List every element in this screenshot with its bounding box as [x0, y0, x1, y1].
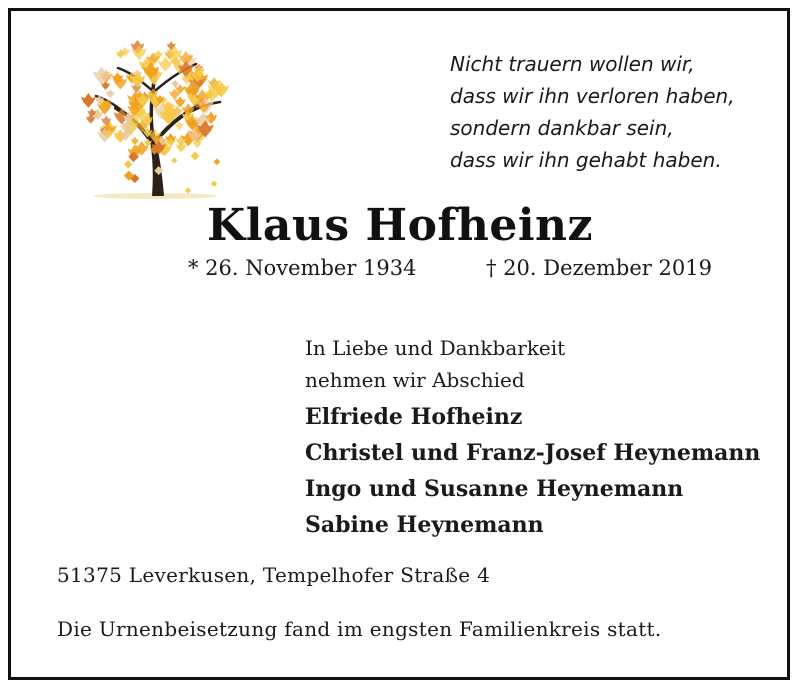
- leaf-shape: [171, 80, 179, 88]
- mourner-name: Sabine Heynemann: [305, 512, 544, 538]
- mourner-name: Ingo und Susanne Heynemann: [305, 476, 684, 502]
- farewell-text: [305, 332, 565, 396]
- farewell-line: nehmen wir Abschied: [305, 368, 525, 392]
- falling-leaf-shape: [171, 157, 177, 163]
- falling-leaf-shape: [211, 180, 218, 187]
- leaf-shape: [166, 46, 182, 62]
- falling-leaf-shape: [185, 187, 191, 193]
- deceased-name: Klaus Hofheinz: [206, 200, 594, 251]
- leaf-shape: [131, 137, 140, 146]
- mourner-name: Elfriede Hofheinz: [305, 404, 523, 430]
- falling-leaf-shape: [124, 160, 132, 168]
- poem: [450, 48, 735, 176]
- falling-leaf-shape: [191, 152, 200, 161]
- mourners-list: [305, 399, 760, 543]
- leaf-shape: [93, 67, 111, 85]
- poem-line: dass wir ihn gehabt haben.: [450, 148, 722, 172]
- birth-date: * 26. November 1934: [188, 256, 417, 280]
- leaf-shape: [81, 93, 96, 108]
- mourner-name: Christel und Franz-Josef Heynemann: [305, 440, 761, 466]
- burial-note: Die Urnenbeisetzung fand im engsten Familienkreis statt.: [57, 617, 662, 641]
- family-address: 51375 Leverkusen, Tempelhofer Straße 4: [57, 563, 491, 587]
- farewell-line: In Liebe und Dankbarkeit: [305, 336, 566, 360]
- poem-line: sondern dankbar sein,: [450, 116, 674, 140]
- falling-leaf-shape: [214, 158, 221, 165]
- poem-line: dass wir ihn verloren haben,: [450, 84, 735, 108]
- death-date: † 20. Dezember 2019: [486, 256, 712, 280]
- autumn-tree-icon: [60, 30, 240, 210]
- leaf-shape: [106, 89, 115, 98]
- leaf-shape: [176, 141, 187, 152]
- poem-line: Nicht trauern wollen wir,: [450, 52, 695, 76]
- tree-foliage: [81, 40, 229, 194]
